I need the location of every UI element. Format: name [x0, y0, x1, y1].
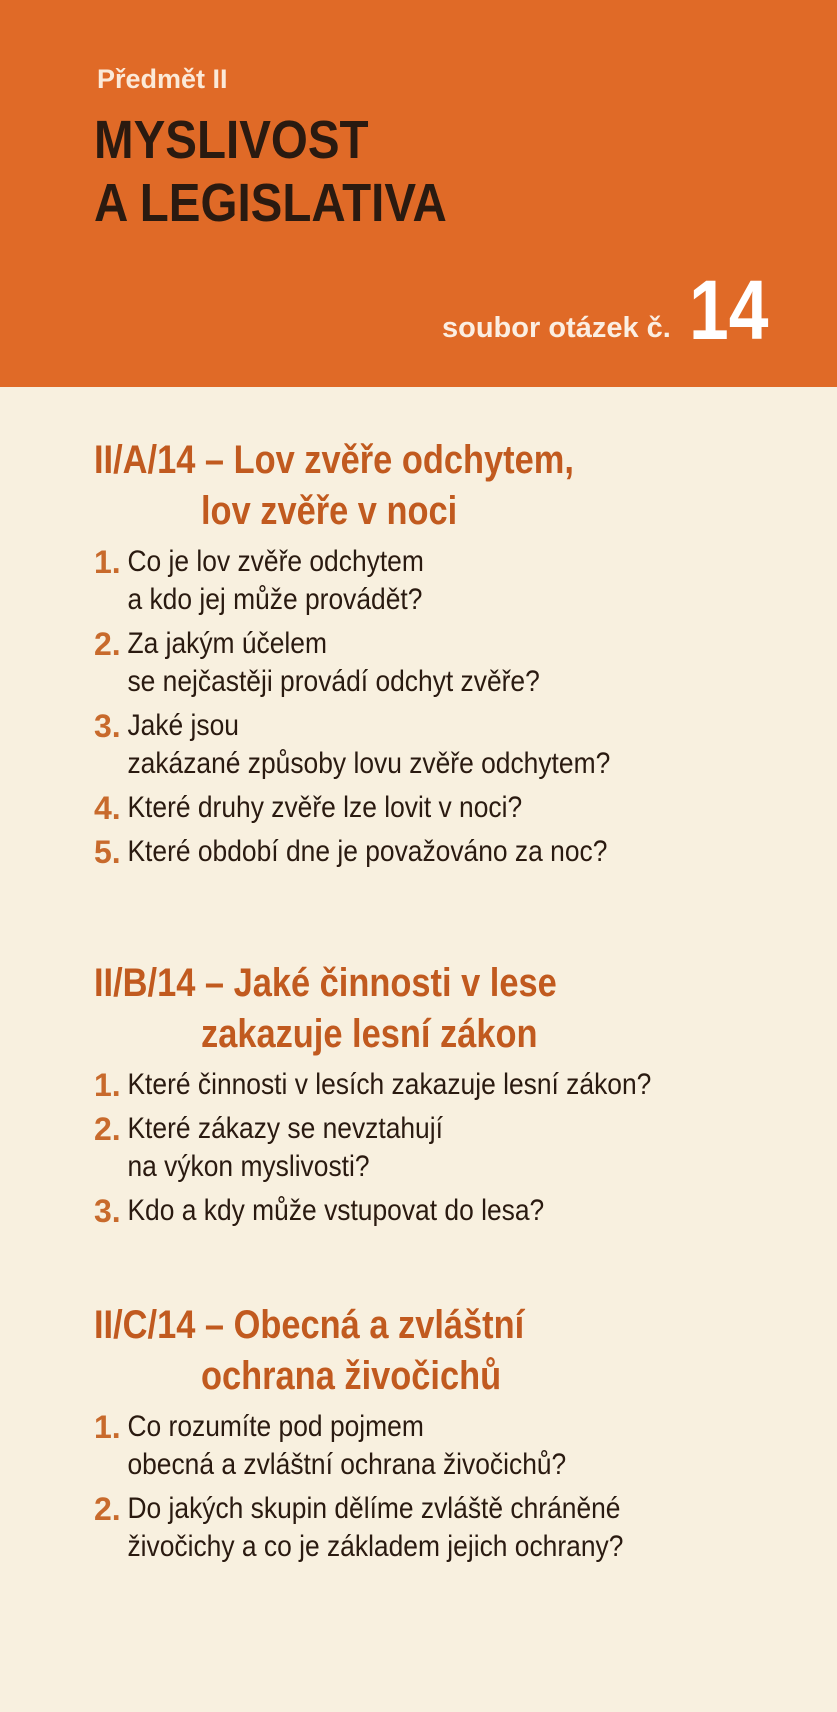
- header-band: [0, 0, 837, 387]
- question-number: 1.: [94, 1409, 121, 1445]
- question-text: Jaké jsou zakázané způsoby lovu zvěře odchytem?: [127, 709, 611, 780]
- question-text: Které období dne je považováno za noc?: [127, 835, 608, 868]
- question-text: Za jakým účelem se nejčastěji provádí odchyt zvěře?: [127, 627, 540, 698]
- question-number: 4.: [94, 790, 121, 826]
- section-heading: [94, 958, 814, 1060]
- question-number: 5.: [94, 834, 121, 870]
- question-set-number: 14: [689, 263, 769, 357]
- question-text: Co rozumíte pod pojmem obecná a zvláštní ochrana živočichů?: [127, 1410, 567, 1481]
- question-number: 3.: [94, 1193, 121, 1229]
- title-line-1: MYSLIVOST: [94, 110, 369, 170]
- question-number: 2.: [94, 1491, 121, 1527]
- section-b: [94, 958, 814, 1230]
- subject-label: Předmět II: [97, 64, 228, 94]
- question-text: Které činnosti v lesích zakazuje lesní zákon?: [127, 1068, 652, 1101]
- question-text: Co je lov zvěře odchytem a kdo jej může provádět?: [127, 545, 424, 616]
- section-heading-line-2: lov zvěře v noci: [201, 489, 458, 533]
- question-item: [94, 1408, 814, 1484]
- question-item: [94, 833, 814, 871]
- question-item: [94, 625, 814, 701]
- question-item: [94, 1066, 814, 1104]
- section-heading: [94, 435, 814, 537]
- question-item: [94, 789, 814, 827]
- title-line-2: A LEGISLATIVA: [94, 173, 447, 233]
- question-number: 1.: [94, 1067, 121, 1103]
- section-heading: [94, 1300, 814, 1402]
- section-heading-line-2: ochrana živočichů: [201, 1354, 502, 1398]
- question-item: [94, 543, 814, 619]
- question-item: [94, 1110, 814, 1186]
- question-number: 1.: [94, 544, 121, 580]
- question-item: [94, 1490, 814, 1566]
- section-c: [94, 1300, 814, 1566]
- question-text: Do jakých skupin dělíme zvláště chráněné živočichy a co je základem jejich ochrany?: [127, 1492, 624, 1563]
- question-number: 2.: [94, 626, 121, 662]
- section-heading-line-1: II/A/14 – Lov zvěře odchytem,: [94, 438, 574, 482]
- question-item: [94, 1192, 814, 1230]
- question-set-label: soubor otázek č.: [442, 312, 671, 344]
- section-heading-line-1: II/C/14 – Obecná a zvláštní: [94, 1303, 525, 1347]
- section-a: [94, 435, 814, 871]
- question-text: Kdo a kdy může vstupovat do lesa?: [127, 1194, 545, 1227]
- page-title: [94, 109, 495, 235]
- section-heading-line-2: zakazuje lesní zákon: [201, 1012, 538, 1056]
- question-number: 2.: [94, 1111, 121, 1147]
- question-text: Které druhy zvěře lze lovit v noci?: [127, 791, 523, 824]
- question-number: 3.: [94, 708, 121, 744]
- question-text: Které zákazy se nevztahují na výkon myslivosti?: [127, 1112, 443, 1183]
- question-item: [94, 707, 814, 783]
- section-heading-line-1: II/B/14 – Jaké činnosti v lese: [94, 961, 557, 1005]
